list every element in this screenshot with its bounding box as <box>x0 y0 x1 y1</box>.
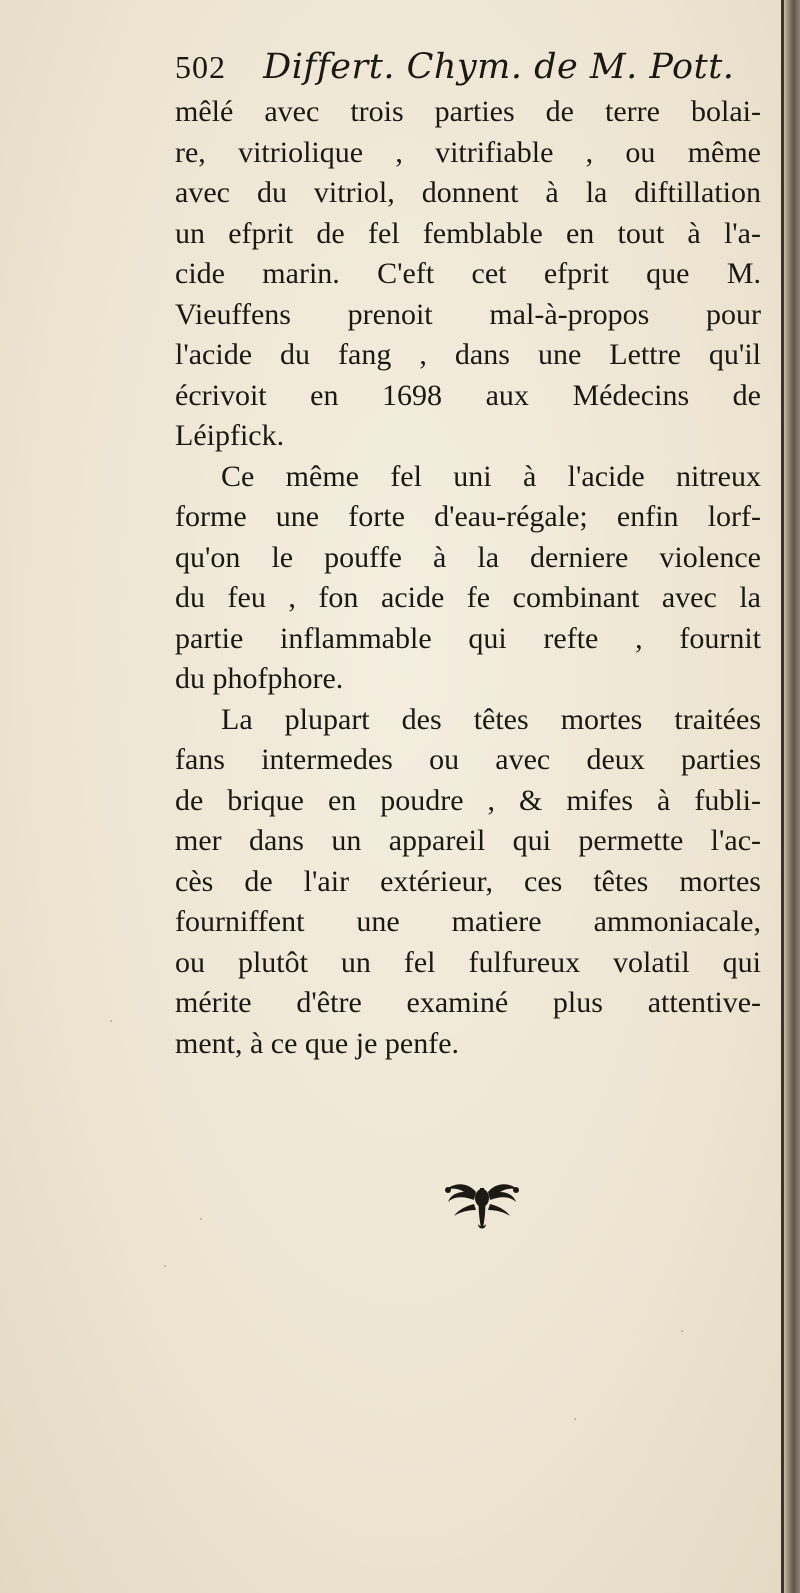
text-line: du feu , fon acide fe combinant avec la <box>175 581 761 614</box>
paragraph-1 <box>175 92 761 457</box>
text-line: l'acide du fang , dans une Lettre qu'il <box>175 338 761 371</box>
paper-speck <box>164 1265 166 1267</box>
paper-speck <box>200 1218 202 1220</box>
text-line: un efprit de fel femblable en tout à l'a- <box>175 216 761 250</box>
text-line: du phofphore. <box>175 662 344 695</box>
text-line: mérite d'être examiné plus attentive- <box>175 986 761 1019</box>
text-line: cide marin. C'eft cet efprit que M. <box>175 257 761 290</box>
text-line: avec du vitriol, donnent à la diftillation <box>175 176 761 209</box>
text-line: qu'on le pouffe à la derniere violence <box>175 540 761 574</box>
text-line: cès de l'air extérieur, ces têtes mortes <box>175 864 761 898</box>
running-title: Differt. Chym. de M. Pott. <box>263 47 735 87</box>
paper-speck <box>110 1020 112 1022</box>
binding-edge <box>784 0 800 1593</box>
fleuron-ornament-icon <box>440 1178 524 1234</box>
text-line: écrivoit en 1698 aux Médecins de <box>175 378 761 412</box>
paragraph-3 <box>175 700 761 1065</box>
text-line: mêlé avec trois parties de terre bolai- <box>175 95 761 128</box>
paper-speck <box>681 1330 683 1332</box>
text-line: ment, à ce que je penfe. <box>175 1026 460 1060</box>
text-line: Léipfick. <box>175 419 285 452</box>
text-line: partie inflammable qui refte , fournit <box>175 621 761 655</box>
text-line: re, vitriolique , vitrifiable , ou même <box>175 135 761 169</box>
text-line: mer dans un appareil qui permette l'ac- <box>175 824 761 857</box>
paragraph-2 <box>175 457 761 700</box>
text-line: fans intermedes ou avec deux parties <box>175 743 761 776</box>
text-line: forme une forte d'eau-régale; enfin lorf- <box>175 500 761 533</box>
body-text <box>175 92 761 1064</box>
running-header <box>175 42 745 92</box>
text-line: de brique en poudre , & mifes à fubli- <box>175 783 761 817</box>
text-line: Vieuffens prenoit mal-à-propos pour <box>175 297 761 331</box>
text-line: La plupart des têtes mortes traitées <box>221 702 761 736</box>
text-line: fourniffent une matiere ammoniacale, <box>175 905 761 938</box>
text-line: ou plutôt un fel fulfureux volatil qui <box>175 945 761 979</box>
text-line: Ce même fel uni à l'acide nitreux <box>221 459 761 493</box>
page-number: 502 <box>175 49 226 85</box>
page-edge-line <box>781 0 784 1593</box>
paper-speck <box>574 1418 576 1420</box>
